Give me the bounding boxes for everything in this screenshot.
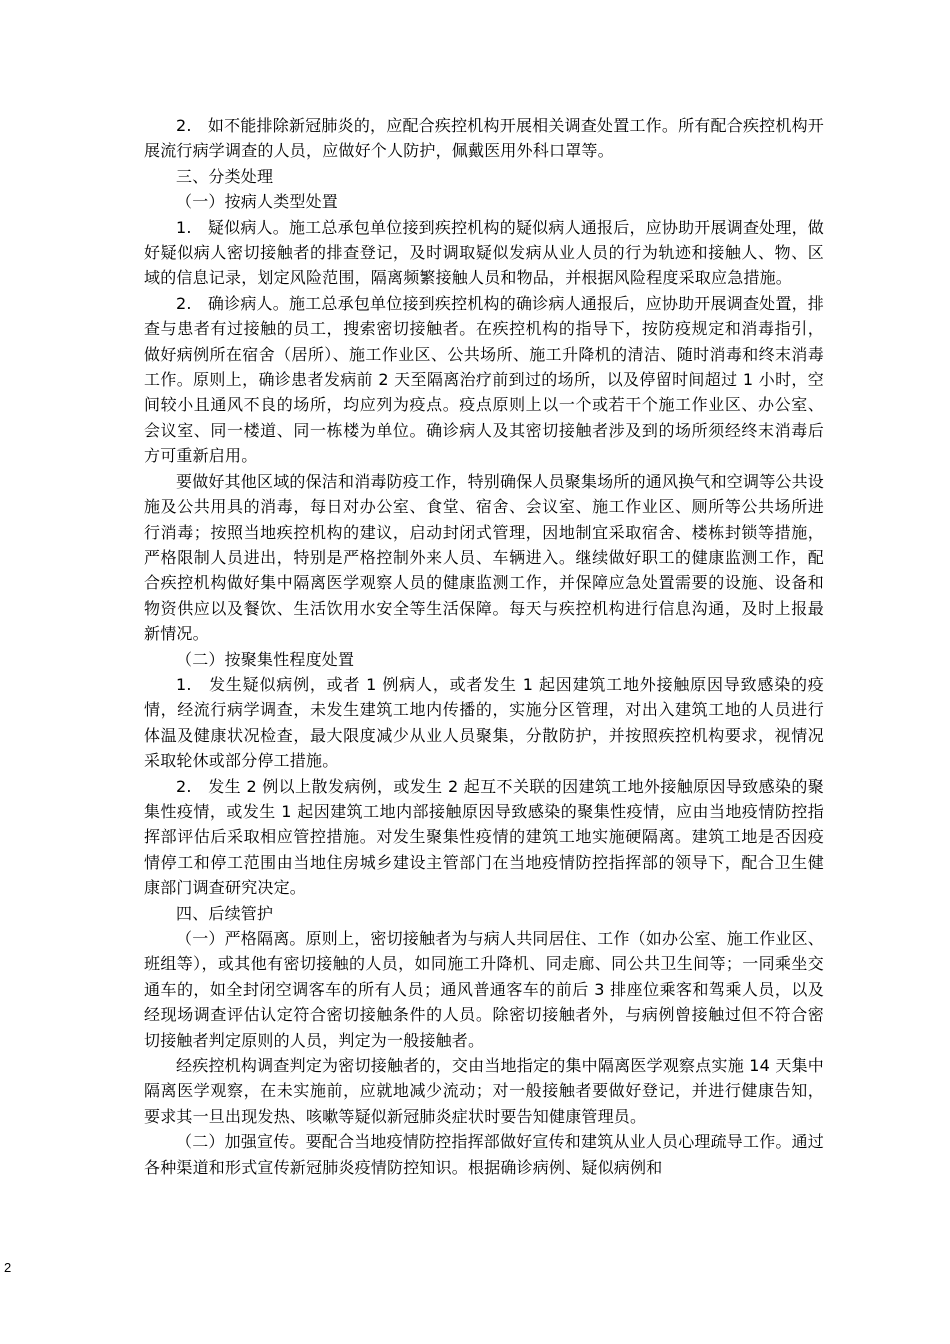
paragraph-observation: 经疾控机构调查判定为密切接触者的，交由当地指定的集中隔离医学观察点实施 14 天集中隔离医学观察，在未实施前，应就地减少流动；对一般接触者要做好登记，并进行健康告知，要求其一旦出现发热、咳嗽等疑似新冠肺炎症状时要告知健康管理员。 [144,1056,824,1126]
paragraph-publicity: （二）加强宣传。要配合当地疫情防控指挥部做好宣传和建筑从业人员心理疏导工作。通过各种渠道和形式宣传新冠肺炎疫情防控知识。根据确诊病例、疑似病例和 [144,1132,825,1177]
paragraph-suspected-patient: 1. 疑似病人。施工总承包单位接到疾控机构的疑似病人通报后，应协助开展调查处理，做好疑似病人密切接触者的排查登记，及时调取疑似发病从业人员的行为轨迹和接触人、物、区域的信息记录，划定风险范围，隔离频繁接触人员和物品，并根据风险程度采取应急措施。 [144,217,824,288]
paragraph-cluster-2: 2. 发生 2 例以上散发病例，或发生 2 起互不关联的因建筑工地外接触原因导致感染的聚集性疫情，或发生 1 起因建筑工地内部接触原因导致感染的聚集性疫情，应由当地疫情防控指挥部评估后采取相应管控措施。对发生聚集性疫情的建筑工地实施硬隔离。建筑工地是否因疫情停工和停工范围由当地住房城乡建设主管部门在当地疫情防控指挥部的领导下，配合卫生健康部门调查研究决定。 [144,776,824,898]
paragraph-other-areas: 要做好其他区域的保洁和消毒防疫工作，特别确保人员聚集场所的通风换气和空调等公共设施及公共用具的消毒，每日对办公室、食堂、宿舍、会议室、施工作业区、厕所等公共场所进行消毒；按照当地疾控机构的建议，启动封闭式管理，因地制宜采取宿舍、楼栋封锁等措施，严格限制人员进出，特别是严格控制外来人员、车辆进入。继续做好职工的健康监测工作，配合疾控机构做好集中隔离医学观察人员的健康监测工作，并保障应急处置需要的设施、设备和物资供应以及餐饮、生活饮用水安全等生活保障。每天与疾控机构进行信息沟通，及时上报最新情况。 [144,471,825,644]
page-number: 2 [4,1260,12,1275]
section-heading-classification: 三、分类处理 [176,166,274,186]
subsection-heading-by-patient-type: （一）按病人类型处置 [176,192,339,212]
paragraph-item-2: 2. 如不能排除新冠肺炎的，应配合疾控机构开展相关调查处置工作。所有配合疾控机构开展流行病学调查的人员，应做好个人防护，佩戴医用外科口罩等。 [144,116,824,161]
body-text [144,113,824,1180]
paragraph-cluster-1: 1. 发生疑似病例，或者 1 例病人，或者发生 1 起因建筑工地外接触原因导致感染的疫情，经流行病学调查，未发生建筑工地内传播的，实施分区管理，对出入建筑工地的人员进行体温及健康状况检查，最大限度减少从业人员聚集，分散防护，并按照疾控机构要求，视情况采取轮休或部分停工措施。 [144,674,824,771]
paragraph-strict-isolation: （一）严格隔离。原则上，密切接触者为与病人共同居住、工作（如办公室、施工作业区、班组等），或其他有密切接触的人员，如同施工升降机、同走廊、同公共卫生间等；一同乘坐交通车的，如全封闭空调客车的所有人员；通风普通客车的前后 3 排座位乘客和驾乘人员，以及经现场调查评估认定符合密切接触条件的人员。除密切接触者外，与病例曾接触过但不符合密切接触者判定原则的人员，判定为一般接触者。 [144,929,825,1050]
paragraph-confirmed-patient: 2. 确诊病人。施工总承包单位接到疾控机构的确诊病人通报后，应协助开展调查处置，排查与患者有过接触的员工，搜索密切接触者。在疾控机构的指导下，按防疫规定和消毒指引，做好病例所在宿舍（居所）、施工作业区、公共场所、施工升降机的清洁、随时消毒和终末消毒工作。原则上，确诊患者发病前 2 天至隔离治疗前到过的场所，以及停留时间超过 1 小时，空间较小且通风不良的场所，均应列为疫点。疫点原则上以一个或若干个施工作业区、办公室、会议室、同一楼道、同一栋楼为单位。确诊病人及其密切接触者涉及到的场所须经终末消毒后方可重新启用。 [144,293,824,466]
subsection-heading-by-cluster-degree: （二）按聚集性程度处置 [176,649,355,669]
section-heading-follow-up: 四、后续管护 [176,903,274,923]
